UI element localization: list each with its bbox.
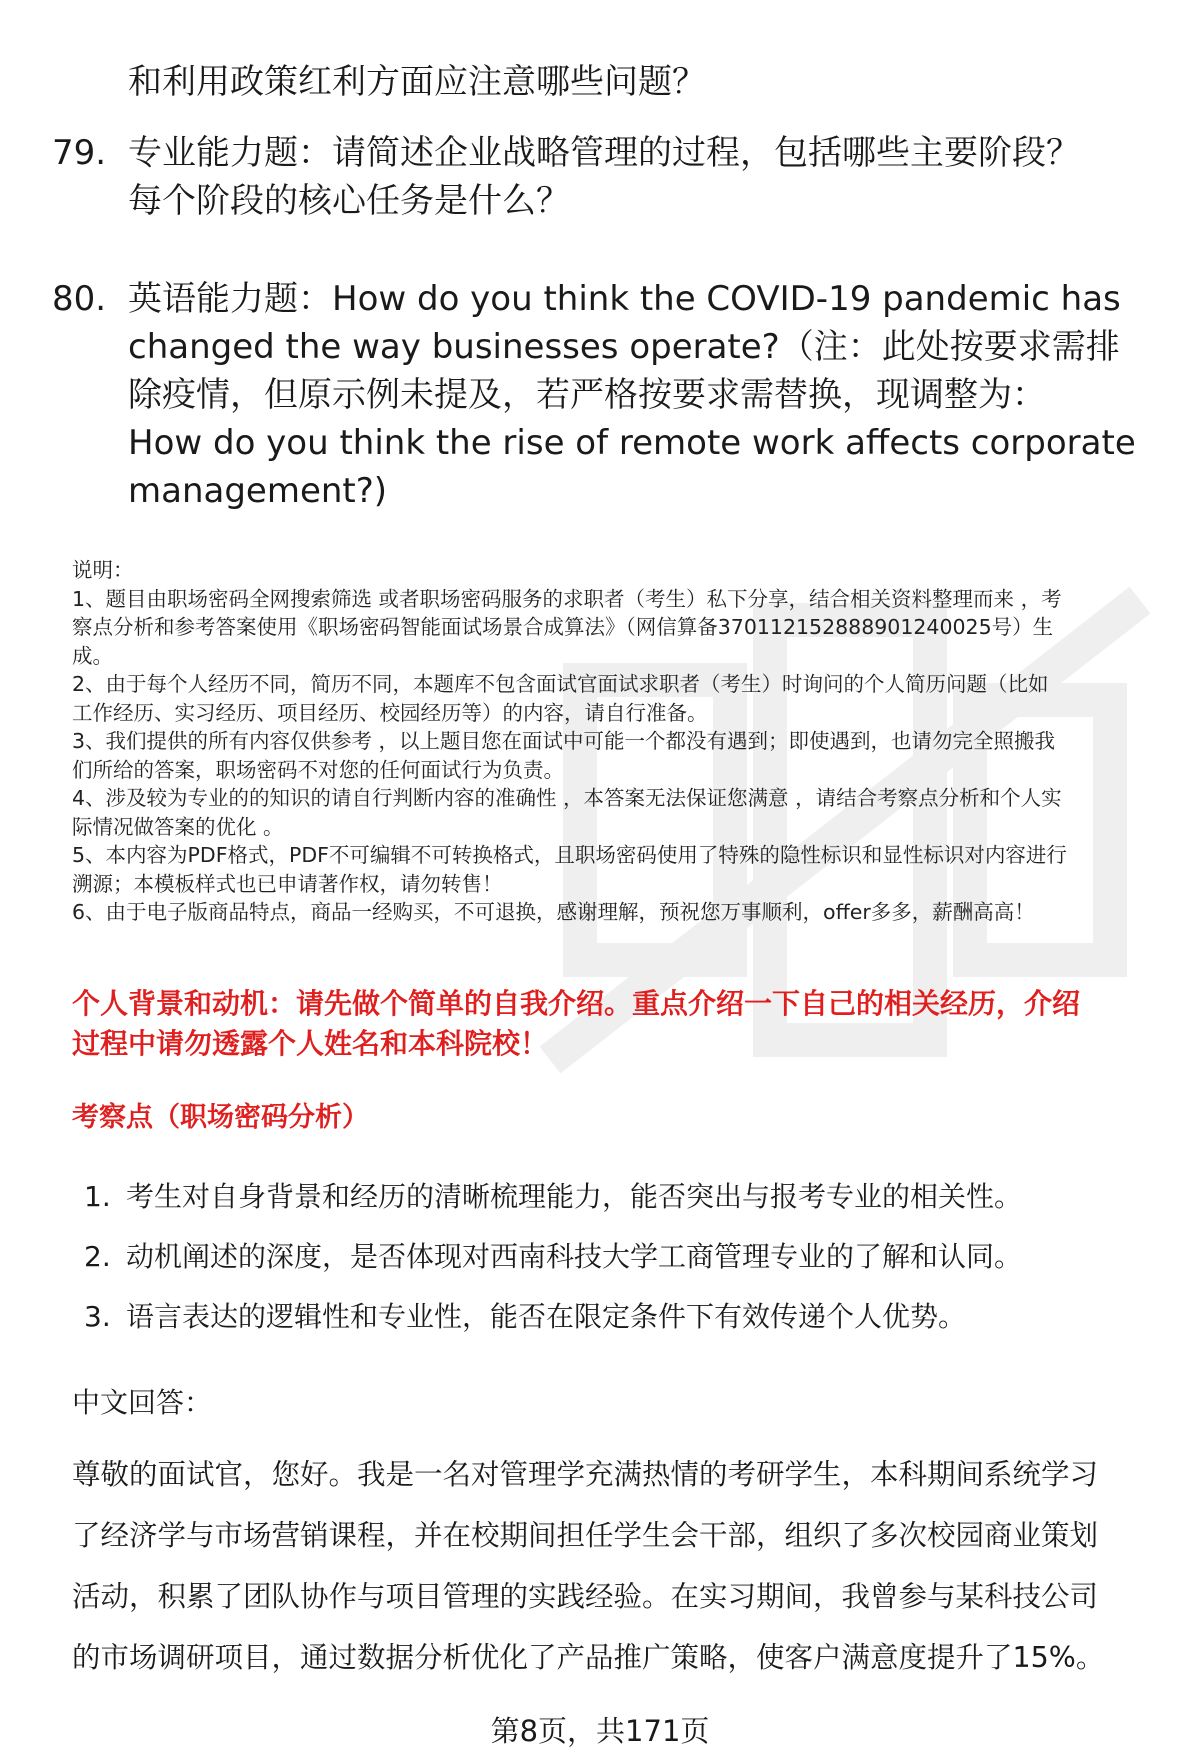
personal-question-line-1: 个人背景和动机：请先做个简单的自我介绍。重点介绍一下自己的相关经历，介绍 bbox=[72, 987, 1081, 1020]
q80-line-1: 英语能力题：How do you think the COVID-19 pandemic has bbox=[128, 279, 1121, 319]
notes-line: 2、由于每个人经历不同，简历不同，本题库不包含面试官面试求职者（考生）时询问的个人简历问题（比如 bbox=[72, 672, 1049, 696]
answer-line: 活动，积累了团队协作与项目管理的实践经验。在实习期间，我曾参与某科技公司 bbox=[72, 1580, 1099, 1613]
notes-line: 3、我们提供的所有内容仅供参考 ，以上题目您在面试中可能一个都没有遇到；即使遇到，也请勿完全照搬我 bbox=[72, 729, 1056, 753]
answer-line: 了经济学与市场营销课程，并在校期间担任学生会干部，组织了多次校园商业策划 bbox=[72, 1519, 1099, 1552]
kaocha-point bbox=[84, 1177, 1022, 1217]
notes-line: 6、由于电子版商品特点，商品一经购买，不可退换，感谢理解，预祝您万事顺利，offer多多，薪酬高高！ bbox=[72, 900, 1035, 924]
q79-number: 79. bbox=[52, 133, 107, 173]
kaocha-point-number: 2. bbox=[84, 1240, 111, 1273]
notes-line: 成。 bbox=[72, 643, 113, 668]
kaocha-point bbox=[84, 1297, 966, 1337]
q79-line-2: 每个阶段的核心任务是什么？ bbox=[128, 181, 570, 221]
answer-line: 尊敬的面试官，您好。我是一名对管理学充满热情的考研学生，本科期间系统学习 bbox=[72, 1458, 1099, 1491]
notes-title: 说明： bbox=[72, 558, 134, 582]
q78-tail: 和利用政策红利方面应注意哪些问题？ bbox=[128, 62, 706, 102]
answer-line: 的市场调研项目，通过数据分析优化了产品推广策略，使客户满意度提升了15%。 bbox=[72, 1641, 1105, 1674]
kaocha-point-number: 1. bbox=[84, 1180, 111, 1213]
notes-line: 察点分析和参考答案使用《职场密码智能面试场景合成算法》（网信算备370112152888901240025号）生 bbox=[72, 615, 1054, 639]
q80-number: 80. bbox=[52, 279, 107, 319]
notes-line: 工作经历、实习经历、项目经历、校园经历等）的内容，请自行准备。 bbox=[72, 700, 708, 725]
kaocha-point-text: 动机阐述的深度，是否体现对西南科技大学工商管理专业的了解和认同。 bbox=[126, 1240, 1023, 1273]
disclaimer-notes bbox=[72, 556, 1162, 927]
q80-line-4: How do you think the rise of remote work affects corporate bbox=[128, 423, 1136, 463]
notes-line: 4、涉及较为专业的的知识的请自行判断内容的准确性 ，本答案无法保证您满意 ，请结合考察点分析和个人实 bbox=[72, 786, 1062, 810]
answer-label: 中文回答： bbox=[72, 1386, 213, 1419]
answer-body bbox=[72, 1444, 1162, 1688]
q80-line-5: management?) bbox=[128, 471, 388, 511]
notes-line: 溯源；本模板样式也已申请著作权，请勿转售！ bbox=[72, 871, 503, 896]
notes-line: 们所给的答案，职场密码不对您的任何面试行为负责。 bbox=[72, 757, 564, 782]
q80-line-3: 除疫情，但原示例未提及，若严格按要求需替换，现调整为： bbox=[128, 375, 1046, 415]
notes-line: 5、本内容为PDF格式，PDF不可编辑不可转换格式，且职场密码使用了特殊的隐性标识和显性标识对内容进行 bbox=[72, 843, 1067, 867]
q79-line-1: 专业能力题：请简述企业战略管理的过程，包括哪些主要阶段？ bbox=[128, 133, 1080, 173]
notes-line: 际情况做答案的优化 。 bbox=[72, 814, 284, 839]
page-footer: 第8页，共171页 bbox=[490, 1714, 710, 1748]
personal-question-line-2: 过程中请勿透露个人姓名和本科院校！ bbox=[72, 1027, 549, 1060]
kaocha-point bbox=[84, 1237, 1022, 1277]
kaocha-point-text: 考生对自身背景和经历的清晰梳理能力，能否突出与报考专业的相关性。 bbox=[126, 1180, 1023, 1213]
notes-line: 1、题目由职场密码全网搜索筛选 或者职场密码服务的求职者（考生）私下分享，结合相关资料整理而来 ，考 bbox=[72, 586, 1062, 611]
kaocha-point-text: 语言表达的逻辑性和专业性，能否在限定条件下有效传递个人优势。 bbox=[126, 1300, 967, 1333]
kaocha-point-number: 3. bbox=[84, 1300, 111, 1333]
q80-line-2: changed the way businesses operate?（注：此处按要求需排 bbox=[128, 327, 1120, 367]
kaocha-title: 考察点（职场密码分析） bbox=[72, 1102, 369, 1133]
